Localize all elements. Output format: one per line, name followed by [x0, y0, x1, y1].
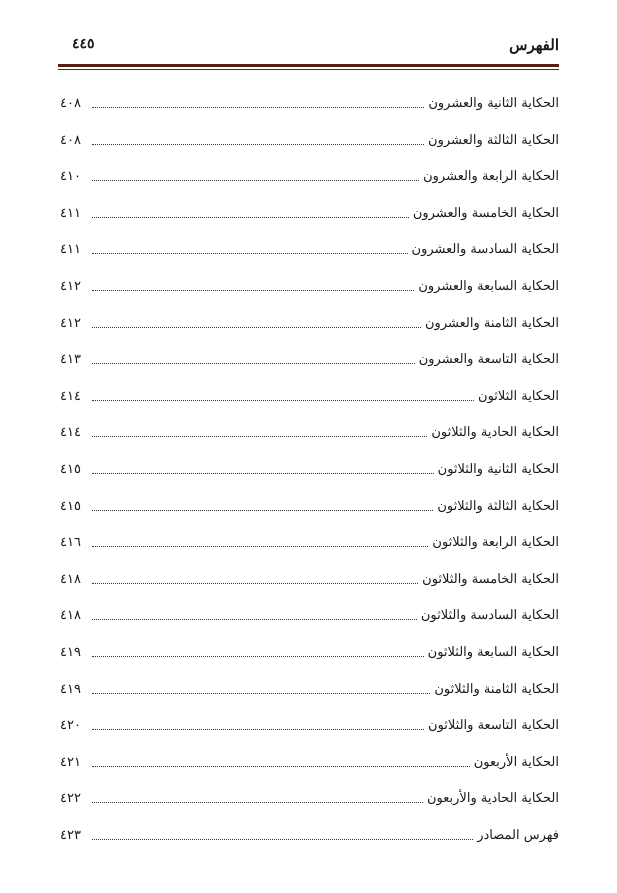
toc-entry-title: الحكاية الثلاثون [478, 388, 559, 404]
page-header [58, 34, 559, 60]
toc-entry-page: ٤٢٠ [60, 718, 81, 734]
toc-leader-dots [92, 606, 417, 626]
toc-entry-page: ٤١٥ [60, 498, 81, 514]
toc-leader-dots [92, 680, 430, 700]
toc-entry[interactable] [58, 277, 559, 314]
toc-entry-title: الحكاية الحادية والأربعون [427, 791, 559, 807]
toc-entry[interactable] [58, 716, 559, 753]
toc-entry[interactable] [58, 497, 559, 534]
toc-leader-dots [92, 387, 474, 407]
toc-leader-dots [92, 533, 428, 553]
page-number: ٤٤٥ [72, 36, 95, 52]
toc-leader-dots [92, 497, 433, 517]
toc-entry[interactable] [58, 789, 559, 826]
toc-leader-dots [92, 570, 418, 590]
header-rule-thin [58, 69, 559, 70]
toc-entry-title: الحكاية التاسعة والعشرون [418, 352, 559, 368]
toc-entry[interactable] [58, 240, 559, 277]
page-title: الفهرس [509, 36, 559, 54]
toc-entry-title: الحكاية الثامنة والعشرون [425, 315, 559, 331]
toc-leader-dots [92, 826, 473, 846]
header-rule-thick [58, 64, 559, 67]
toc-entry-title: الحكاية الثانية والعشرون [428, 96, 559, 111]
toc-entry-title: الحكاية الرابعة والعشرون [423, 169, 559, 185]
toc-entry[interactable] [58, 680, 559, 717]
toc-entry-page: ٤١١ [60, 205, 81, 221]
toc-entry[interactable] [58, 606, 559, 643]
toc-leader-dots [92, 789, 423, 809]
toc-entry-page: ٤١٥ [60, 461, 81, 477]
toc-entry[interactable] [58, 570, 559, 607]
toc-entry-page: ٤١٦ [60, 535, 81, 551]
table-of-contents [58, 94, 559, 862]
toc-entry[interactable] [58, 167, 559, 204]
toc-entry[interactable] [58, 314, 559, 351]
toc-entry-title: الحكاية الحادية والثلاثون [431, 425, 559, 441]
toc-leader-dots [92, 277, 414, 297]
toc-entry[interactable] [58, 533, 559, 570]
toc-entry-title: الحكاية الثالثة والثلاثون [437, 498, 559, 514]
toc-leader-dots [92, 204, 409, 224]
toc-leader-dots [92, 94, 424, 114]
toc-entry-title: الحكاية السابعة والعشرون [418, 278, 559, 294]
toc-leader-dots [92, 423, 427, 443]
toc-entry-page: ٤٢١ [60, 754, 81, 770]
toc-leader-dots [92, 240, 408, 260]
toc-entry-title: الحكاية الثامنة والثلاثون [434, 681, 559, 697]
toc-entry-title: فهرس المصادر [477, 827, 559, 843]
toc-entry[interactable] [58, 460, 559, 497]
toc-leader-dots [92, 131, 424, 151]
toc-entry-title: الحكاية الثالثة والعشرون [428, 132, 559, 148]
toc-entry-title: الحكاية السادسة والعشرون [411, 242, 559, 258]
toc-entry-title: الحكاية الأربعون [473, 754, 559, 770]
toc-entry-page: ٤١٢ [60, 315, 81, 331]
toc-entry[interactable] [58, 131, 559, 168]
toc-leader-dots [92, 716, 424, 736]
toc-entry-title: الحكاية الرابعة والثلاثون [432, 535, 559, 551]
toc-entry-title: الحكاية الثانية والثلاثون [437, 461, 559, 477]
toc-entry-page: ٤١٤ [60, 388, 81, 404]
toc-entry[interactable] [58, 204, 559, 241]
toc-leader-dots [92, 167, 419, 187]
toc-entry-page: ٤١٣ [60, 352, 81, 368]
toc-entry-title: الحكاية الخامسة والثلاثون [422, 571, 559, 587]
toc-entry-page: ٤٠٨ [60, 96, 81, 111]
toc-entry[interactable] [58, 643, 559, 680]
toc-entry-title: الحكاية الخامسة والعشرون [412, 205, 559, 221]
toc-entry-page: ٤١١ [60, 242, 81, 258]
toc-entry-page: ٤١٨ [60, 608, 81, 624]
toc-entry-page: ٤١٩ [60, 681, 81, 697]
toc-leader-dots [92, 753, 470, 773]
toc-entry-page: ٤١٢ [60, 278, 81, 294]
toc-entry-page: ٤٠٨ [60, 132, 81, 148]
toc-entry[interactable] [58, 753, 559, 790]
toc-leader-dots [92, 460, 434, 480]
toc-entry[interactable] [58, 423, 559, 460]
toc-leader-dots [92, 643, 424, 663]
toc-entry-page: ٤٢٣ [60, 827, 81, 843]
toc-entry-page: ٤١٠ [60, 169, 81, 185]
toc-leader-dots [92, 314, 421, 334]
toc-entry-page: ٤١٨ [60, 571, 81, 587]
toc-entry-page: ٤١٩ [60, 644, 81, 660]
toc-entry-page: ٤١٤ [60, 425, 81, 441]
toc-entry-title: الحكاية السابعة والثلاثون [427, 644, 559, 660]
toc-entry[interactable] [58, 826, 559, 863]
toc-entry[interactable] [58, 387, 559, 424]
toc-entry[interactable] [58, 350, 559, 387]
toc-entry-title: الحكاية السادسة والثلاثون [420, 608, 559, 624]
toc-entry-page: ٤٢٢ [60, 791, 81, 807]
toc-leader-dots [92, 350, 415, 370]
toc-entry-title: الحكاية التاسعة والثلاثون [428, 718, 559, 734]
toc-entry[interactable] [58, 94, 559, 131]
